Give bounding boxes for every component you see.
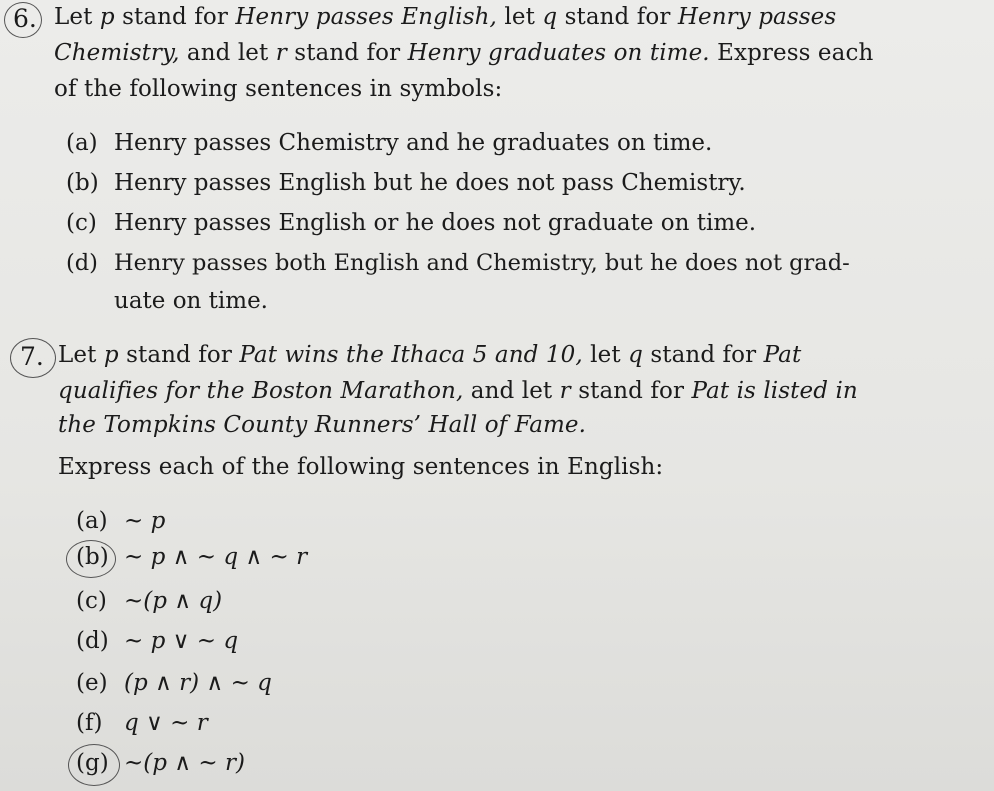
problem-7-item-f: (f) q ∨ ~ r bbox=[76, 710, 208, 736]
problem-7-item-c: (c) ~(p ∧ q) bbox=[76, 588, 223, 614]
problem-6-line-2: Chemistry, and let r stand for Henry graduates on time. Express each bbox=[54, 40, 874, 66]
problem-6-line-3: of the following sentences in symbols: bbox=[54, 76, 503, 102]
problem-6-line-1: Let p stand for Henry passes English, let q stand for Henry passes bbox=[54, 4, 837, 30]
problem-7-line-2: qualifies for the Boston Marathon, and let r stand for Pat is listed in bbox=[58, 378, 858, 404]
problem-7-item-b: (b) ~ p ∧ ~ q ∧ ~ r bbox=[76, 544, 308, 570]
problem-6-item-b: (b) Henry passes English but he does not pass Chemistry. bbox=[66, 170, 746, 196]
problem-7-item-d: (d) ~ p ∨ ~ q bbox=[76, 628, 239, 654]
problem-6-item-a: (a) Henry passes Chemistry and he graduates on time. bbox=[66, 130, 713, 156]
problem-7-item-g: (g) ~(p ∧ ~ r) bbox=[76, 750, 245, 776]
problem-7-number: 7. bbox=[20, 342, 44, 371]
problem-7-item-e: (e) (p ∧ r) ∧ ~ q bbox=[76, 670, 272, 696]
problem-6-number: 6. bbox=[13, 4, 37, 33]
problem-6-item-d-continuation: uate on time. bbox=[114, 288, 268, 314]
problem-7-instruction: Express each of the following sentences in English: bbox=[58, 454, 664, 480]
problem-6-item-d: (d) Henry passes both English and Chemistry, but he does not grad- bbox=[66, 250, 850, 276]
problem-7-line-3: the Tompkins County Runners’ Hall of Fame. bbox=[58, 412, 587, 438]
problem-7-line-1: Let p stand for Pat wins the Ithaca 5 and 10, let q stand for Pat bbox=[58, 342, 802, 368]
problem-7-item-a: (a) ~ p bbox=[76, 508, 166, 534]
problem-6-item-c: (c) Henry passes English or he does not graduate on time. bbox=[66, 210, 757, 236]
